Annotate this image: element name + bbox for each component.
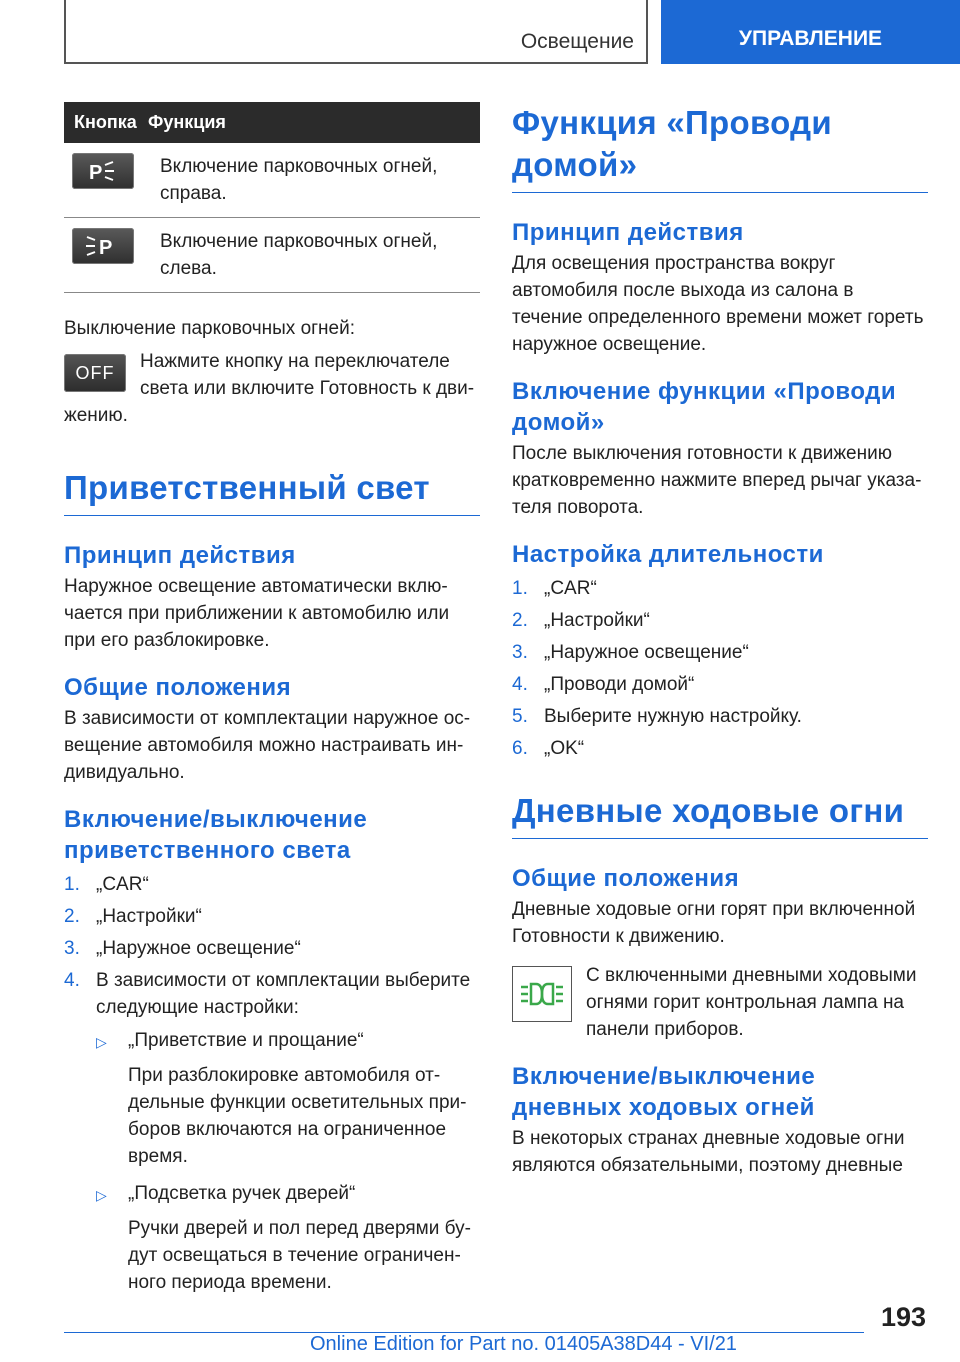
section-title: Освещение xyxy=(520,30,634,53)
list-item: 4. „Проводи домой“ xyxy=(512,674,695,695)
triangle-bullet-icon: ▷ xyxy=(96,1187,107,1203)
triangle-bullet-icon: ▷ xyxy=(96,1034,107,1050)
table-cell-function: Включение парковочных огней, справа. xyxy=(148,143,480,218)
enable-text: После выключения готовности к движению кратковременно нажмите вперед рычаг указателя поворота. xyxy=(512,443,922,518)
list-item: 1. „CAR“ xyxy=(512,578,597,599)
principle-text: Наружное освещение автоматически включается при приближении к автомобилю или при его разблокировке. xyxy=(64,576,450,651)
general-text: В зависимости от комплектации наружное освещение автомобиля можно настраивать индивидуально. xyxy=(64,708,471,783)
svg-text:P: P xyxy=(89,162,103,184)
off-intro-text: Выключение парковочных огней: xyxy=(64,318,356,339)
parking-light-left-icon xyxy=(72,228,134,264)
button-function-table xyxy=(64,102,480,293)
chapter-tab[interactable]: УПРАВЛЕНИЕ xyxy=(661,0,960,64)
list-item: 1. „CAR“ xyxy=(64,874,149,895)
follow-me-home-title: Функция «Проводи домой» xyxy=(512,102,928,193)
list-item: 5. Выберите нужную настройку. xyxy=(512,706,802,727)
drl-indicator-text: С включенными дневными ходовыми огнями горит контрольная лампа на панели приборов. xyxy=(586,965,917,1040)
list-item xyxy=(96,1180,480,1296)
duration-steps-list xyxy=(512,575,928,762)
column-header-function: Функция xyxy=(148,102,480,143)
enable-heading: Включение функции «Проводи домой» xyxy=(512,378,897,436)
svg-text:P: P xyxy=(99,237,113,259)
list-item: 3. „Наружное освещение“ xyxy=(512,642,749,663)
parking-light-right-icon xyxy=(72,153,134,189)
option-title: „Приветствие и прощание“ xyxy=(128,1030,364,1051)
toggle-welcome-heading: Включение/выключение приветственного света xyxy=(64,806,368,864)
table-row xyxy=(64,218,480,293)
right-column xyxy=(512,102,928,1179)
general-heading: Общие положения xyxy=(64,674,292,701)
edition-link[interactable]: Online Edition for Part no. 01405A38D44 - VI/21 xyxy=(310,1333,737,1355)
list-item: 4. В зависимости от комплектации выберите следующие настройки: ▷ „Приветствие и прощание“ При разблокировке автомобиля отдельные функции осветительных приборов включаются на ограниченное время. ▷ „Подсветка ручек дверей“ Ручки дверей и пол перед дверями будут освещаться в течение ограниченного периода времени. xyxy=(64,967,480,1296)
toggle-drl-heading: Включение/выключение дневных ходовых огней xyxy=(512,1063,816,1121)
general-text: Дневные ходовые огни горят при включенной Готовности к движению. xyxy=(512,899,916,947)
welcome-light-title: Приветственный свет xyxy=(64,467,480,516)
principle-heading: Принцип действия xyxy=(64,542,296,569)
list-item xyxy=(96,1027,480,1170)
welcome-steps-list xyxy=(64,871,480,1296)
daytime-running-lights-title: Дневные ходовые огни xyxy=(512,790,928,839)
option-title: „Подсветка ручек дверей“ xyxy=(128,1183,356,1204)
toggle-drl-text: В некоторых странах дневные ходовые огни являются обязательными, поэтому дневные xyxy=(512,1128,905,1176)
left-column xyxy=(64,102,480,1296)
principle-heading: Принцип действия xyxy=(512,219,744,246)
list-item: 3. „Наружное освещение“ xyxy=(64,938,301,959)
duration-heading: Настройка длительности xyxy=(512,541,824,568)
page-number: 193 xyxy=(881,1302,927,1332)
list-item: 6. „OK“ xyxy=(512,738,585,759)
daytime-running-light-indicator-icon xyxy=(512,966,572,1022)
table-row xyxy=(64,143,480,218)
general-heading: Общие положения xyxy=(512,865,740,892)
list-item: 2. „Настройки“ xyxy=(64,906,202,927)
option-desc: При разблокировке автомобиля отдельные функции осветительных приборов включаются на ограниченное время. xyxy=(128,1065,467,1167)
welcome-options-list xyxy=(96,1027,480,1296)
table-cell-function: Включение парковочных огней, слева. xyxy=(148,218,480,293)
option-desc: Ручки дверей и пол перед дверями будут освещаться в течение ограниченного периода времени. xyxy=(128,1218,471,1293)
principle-text: Для освещения пространства вокруг автомобиля после выхода из салона в течение определенного времени может гореть наружное освещение. xyxy=(512,253,924,355)
off-instruction-text: Нажмите кнопку на переключателе света или включите Готовность к движению. xyxy=(64,351,475,426)
column-header-button: Кнопка xyxy=(64,102,148,143)
off-button-icon: OFF xyxy=(64,354,126,392)
list-item: 2. „Настройки“ xyxy=(512,610,650,631)
